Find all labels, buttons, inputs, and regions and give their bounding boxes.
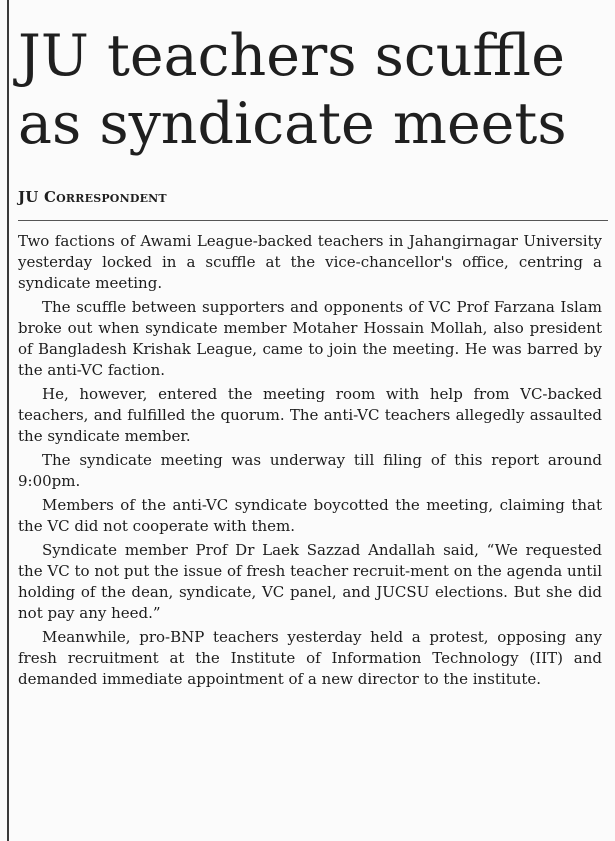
paragraph: Syndicate member Prof Dr Laek Sazzad Andallah said, “We requested the VC to not put the issue of fresh teacher recruit-ment on the agenda until holding of the dean, syndicate, VC panel, and JUCSU elections. But she did not pay any heed.” (18, 541, 602, 622)
headline-line: JU teachers scuffle (18, 23, 565, 89)
paragraph: He, however, entered the meeting room with help from VC-backed teachers, and fulfilled the quorum. The anti-VC teachers allegedly assaulted the syndicate member. (18, 385, 602, 445)
paragraph: Two factions of Awami League-backed teachers in Jahangirnagar University yesterday locked in a scuffle at the vice-chancellor's office, centring a syndicate meeting. (18, 232, 602, 292)
article-body (18, 231, 602, 693)
headline (18, 22, 608, 158)
byline-divider (18, 220, 608, 221)
column-rule (7, 0, 9, 841)
paragraph: Members of the anti-VC syndicate boycotted the meeting, claiming that the VC did not cooperate with them. (18, 496, 602, 535)
paragraph: The scuffle between supporters and opponents of VC Prof Farzana Islam broke out when syndicate member Motaher Hossain Mollah, also president of Bangladesh Krishak League, came to join the meeting. He was barred by the anti-VC faction. (18, 298, 602, 379)
paragraph: The syndicate meeting was underway till filing of this report around 9:00pm. (18, 451, 602, 490)
paragraph: Meanwhile, pro-BNP teachers yesterday held a protest, opposing any fresh recruitment at the Institute of Information Technology (IIT) and demanded immediate appointment of a new director to the institute. (18, 628, 602, 688)
headline-line: as syndicate meets (18, 91, 567, 157)
byline: JU Correspondent (18, 188, 167, 206)
